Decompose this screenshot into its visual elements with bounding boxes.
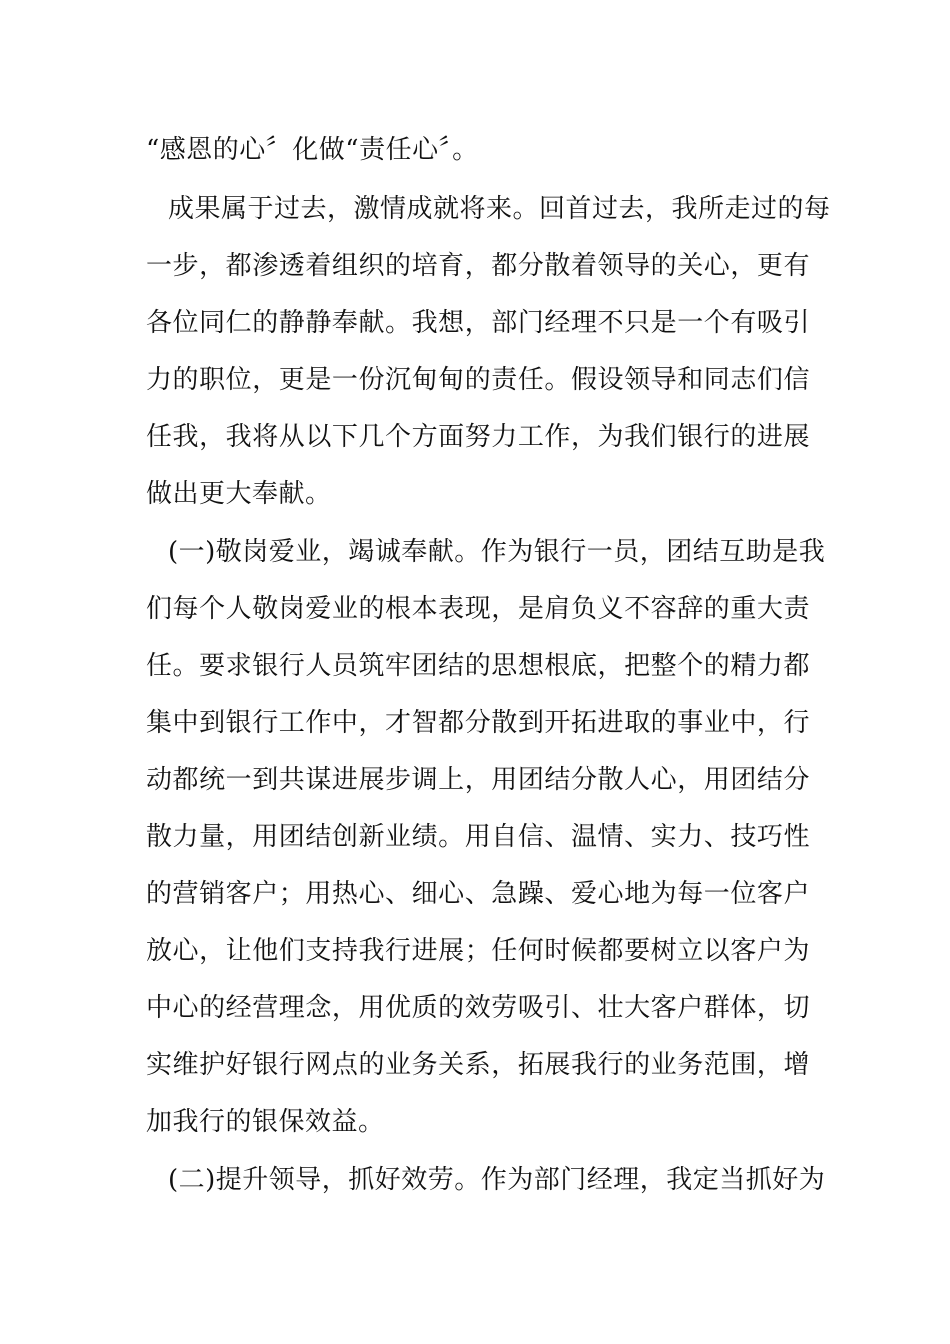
text-line: 加我行的银保效益。 (146, 1107, 385, 1137)
text-line: 各位同仁的静静奉献。我想，部门经理不只是一个有吸引 (146, 308, 810, 338)
paragraph-first-line: 成果属于过去，激情成就将来。回首过去，我所走过的每 (168, 194, 831, 224)
text-line: 力的职位，更是一份沉甸甸的责任。假设领导和同志们信 (146, 365, 810, 395)
text-line: 集中到银行工作中，才智都分散到开拓进取的事业中，行 (146, 708, 810, 738)
text-line: 的营销客户；用热心、细心、急躁、爱心地为每一位客户 (146, 879, 810, 909)
text-line: 任。要求银行人员筑牢团结的思想根底，把整个的精力都 (146, 651, 810, 681)
text-line: 一步，都渗透着组织的培育，都分散着领导的关心，更有 (146, 251, 810, 281)
paragraph-first-line: (一)敬岗爱业，竭诚奉献。作为银行一员，团结互助是我 (168, 537, 826, 567)
text-line: 放心，让他们支持我行进展；任何时候都要树立以客户为 (146, 936, 810, 966)
text-line: 们每个人敬岗爱业的根本表现，是肩负义不容辞的重大责 (146, 594, 810, 624)
text-line: “感恩的心〞化做“责任心〞。 (146, 135, 479, 165)
text-line: 中心的经营理念，用优质的效劳吸引、壮大客户群体，切 (146, 993, 810, 1023)
text-line: 做出更大奉献。 (146, 479, 332, 509)
text-line: 任我，我将从以下几个方面努力工作，为我们银行的进展 (146, 422, 810, 452)
text-line: 散力量，用团结创新业绩。用自信、温情、实力、技巧性 (146, 822, 810, 852)
paragraph-first-line: (二)提升领导，抓好效劳。作为部门经理，我定当抓好为 (168, 1165, 826, 1195)
text-line: 实维护好银行网点的业务关系，拓展我行的业务范围，增 (146, 1050, 810, 1080)
text-line: 动都统一到共谋进展步调上，用团结分散人心，用团结分 (146, 765, 810, 795)
